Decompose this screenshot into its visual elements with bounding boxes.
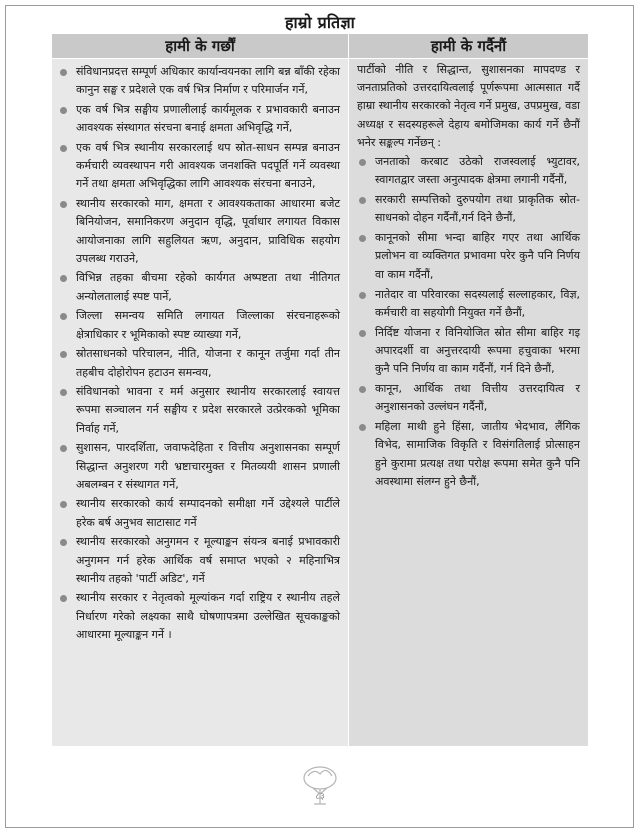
dont-list	[355, 153, 580, 491]
list-item-text: महिला माथी हुने हिंसा, जातीय भेदभाव, लैंगिक विभेद, सामाजिक विकृति र विसंगतिलाई प्रोत्साहन हुने कुरामा प्रत्यक्ष तथा परोक्ष रूपमा समेत कुनै पनि अवस्थामा संलग्न हुने छैनौं,	[375, 420, 580, 488]
list-item-text: जनताको करबाट उठेको राजस्वलाई भ्युटावर, स्वागतद्वार जस्ता अनुत्पादक क्षेत्रमा लगानी गर्दैनौं,	[375, 155, 580, 187]
list-item	[56, 345, 340, 382]
list-item	[56, 63, 340, 100]
list-item-text: स्थानीय सरकारको कार्य सम्पादनको समीक्षा गर्ने उद्देश्यले पार्टीले हरेक बर्ष अनुभव साटासाट गर्ने	[76, 497, 340, 529]
list-item	[355, 324, 580, 378]
list-item-text: विभिन्न तहका बीचमा रहेको कार्यगत अष्पष्टता तथा नीतिगत अन्योलतालाई स्पष्ट पार्ने,	[76, 271, 340, 303]
list-item	[56, 139, 340, 194]
left-column-header: हामी के गर्छौं	[52, 34, 348, 58]
list-item-text: संविधानको भावना र मर्म अनुसार स्थानीय सरकारलाई स्वायत्त रूपमा सञ्चालन गर्न सङ्घीय र प्रदेश सरकारले उत्प्रेरकको भूमिका निर्वाह गर्ने,	[76, 384, 340, 435]
list-item-text: एक वर्ष भित्र स्थानीय सरकारलाई थप स्रोत-साधन सम्पन्न बनाउन कर्मचारी व्यवस्थापन गरी आवश्यक जनशक्ति पदपूर्ति गर्ने व्यवस्था गर्ने तथा क्षमता अभिवृद्धिका लागि आवश्यक संरचना बनाउने,	[76, 140, 340, 191]
list-item	[355, 229, 580, 283]
list-item-text: स्रोतसाधनको परिचालन, नीति, योजना र कानून तर्जुमा गर्दा तीन तहबीच दोहोरोपन हटाउन समन्वय,	[76, 347, 340, 379]
do-list	[56, 63, 340, 645]
page-number: ८३	[315, 792, 325, 802]
list-item	[56, 495, 340, 532]
bullet-icon	[60, 275, 67, 282]
bullet-icon	[359, 292, 366, 299]
bullet-icon	[359, 159, 366, 166]
list-item	[56, 195, 340, 269]
list-item-text: नातेदार वा परिवारका सदस्यलाई सल्लाहकार, विज्ञ, कर्मचारी वा सहयोगी नियुक्त गर्ने छैनौं,	[375, 287, 580, 319]
list-item-text: स्थानीय सरकार र नेतृत्वको मूल्यांकन गर्दा राष्ट्रिय र स्थानीय तहले निर्धारण गरेको लक्ष्यका साथै घोषणापत्रमा उल्लेखित सूचकाङ्कको आधारमा मूल्याङ्कन गर्ने ।	[76, 591, 340, 642]
list-item	[56, 533, 340, 588]
bullet-icon	[60, 145, 67, 152]
list-item	[355, 153, 580, 189]
bullet-icon	[60, 107, 67, 114]
right-column-header: हामी के गर्दैनौं	[349, 34, 588, 58]
list-item	[56, 101, 340, 138]
bullet-icon	[359, 424, 366, 431]
page-title: हाम्रो प्रतिज्ञा	[285, 13, 355, 32]
footer-tree-icon	[292, 764, 348, 808]
right-column-body	[349, 59, 588, 746]
bullet-icon	[60, 445, 67, 452]
list-item-text: कानून, आर्थिक तथा वित्तीय उत्तरदायित्व र अनुशासनको उल्लंघन गर्दैनौं,	[375, 382, 580, 414]
list-item	[56, 383, 340, 438]
list-item-text: कानूनको सीमा भन्दा बाहिर गएर तथा आर्थिक प्रलोभन वा व्यक्तिगत प्रभावमा परेर कुनै पनि निर्णय वा काम गर्दैनौं,	[375, 231, 580, 281]
bullet-icon	[60, 595, 67, 602]
pledge-table	[52, 34, 588, 746]
list-item	[355, 380, 580, 416]
bullet-icon	[60, 501, 67, 508]
bullet-icon	[60, 351, 67, 358]
bullet-icon	[60, 389, 67, 396]
bullet-icon	[60, 539, 67, 546]
list-item	[355, 191, 580, 227]
list-item-text: स्थानीय सरकारको माग, क्षमता र आवश्यकताका आधारमा बजेट बिनियोजन, समानिकरण अनुदान वृद्धि, पूर्वाधार लगायत विकास आयोजनाका लागि सहुलियत ऋण, अनुदान, प्राविधिक सहयोग उपलब्ध गराउने,	[76, 196, 340, 266]
list-item	[355, 286, 580, 322]
list-item	[56, 269, 340, 306]
list-item-text: जिल्ला समन्वय समिति लगायत जिल्लाका संरचनाहरूको क्षेत्राधिकार र भूमिकाको स्पष्ट व्याख्या गर्ने,	[76, 309, 340, 341]
list-item	[355, 418, 580, 490]
pledge-intro: पार्टीको नीति र सिद्धान्त, सुशासनका मापदण्ड र जनताप्रतिको उत्तरदायित्वलाई पूर्णरूपमा आत्मसात गर्दै हाम्रा स्थानीय सरकारको नेतृत्व गर्ने प्रमुख, उपप्रमुख, वडा अध्यक्ष र सदस्यहरूले देहाय बमोजिमका कार्य गर्ने छैनौं भनेर सङ्कल्प गर्नेछन् :	[357, 63, 580, 149]
list-item-text: स्थानीय सरकारको अनुगमन र मूल्याङ्कन संयन्त्र बनाई प्रभावकारी अनुगमन गर्न हरेक आर्थिक वर्ष समाप्त भएको २ महिनाभित्र स्थानीय तहको 'पार्टी अडिट', गर्ने	[76, 535, 340, 585]
list-item	[56, 589, 340, 644]
list-item-text: सुशासन, पारदर्शिता, जवाफदेहिता र वित्तीय अनुशासनका सम्पूर्ण सिद्धान्त अनुशरण गरी भ्रष्टाचारमुक्त र मितव्ययी शासन प्रणाली अबलम्बन र संस्थागत गर्ने,	[76, 441, 340, 491]
list-item-text: निर्दिष्ट योजना र विनियोजित स्रोत सीमा बाहिर गइ अपारदर्शी वा अनुत्तरदायी रूपमा हचुवाका भरमा कुनै पनि निर्णय वा काम गर्दैनौं, गर्न दिने छैनौं,	[375, 325, 580, 376]
list-item-text: सरकारी सम्पत्तिको दुरुपयोग तथा प्राकृतिक स्रोत-साधनको दोहन गर्दैनौं,गर्न दिने छैनौं,	[375, 193, 580, 225]
bullet-icon	[60, 201, 67, 208]
bullet-icon	[60, 69, 67, 76]
bullet-icon	[60, 313, 67, 320]
list-item-text: एक वर्ष भित्र सङ्घीय प्रणालीलाई कार्यमूलक र प्रभावकारी बनाउन आवश्यक संस्थागत संरचना बनाई क्षमता अभिवृद्धि गर्ने,	[76, 102, 340, 135]
bullet-icon	[359, 386, 366, 393]
list-item-text: संविधानप्रदत्त सम्पूर्ण अधिकार कार्यान्वयनका लागि बन्न बाँकी रहेका कानुन सङ्घ र प्रदेशले एक वर्ष भित्र निर्माण र परिमार्जन गर्ने,	[76, 65, 340, 97]
left-column-body	[52, 59, 348, 746]
bullet-icon	[359, 330, 366, 337]
bullet-icon	[359, 235, 366, 242]
list-item	[56, 307, 340, 344]
list-item	[56, 439, 340, 494]
bullet-icon	[359, 197, 366, 204]
